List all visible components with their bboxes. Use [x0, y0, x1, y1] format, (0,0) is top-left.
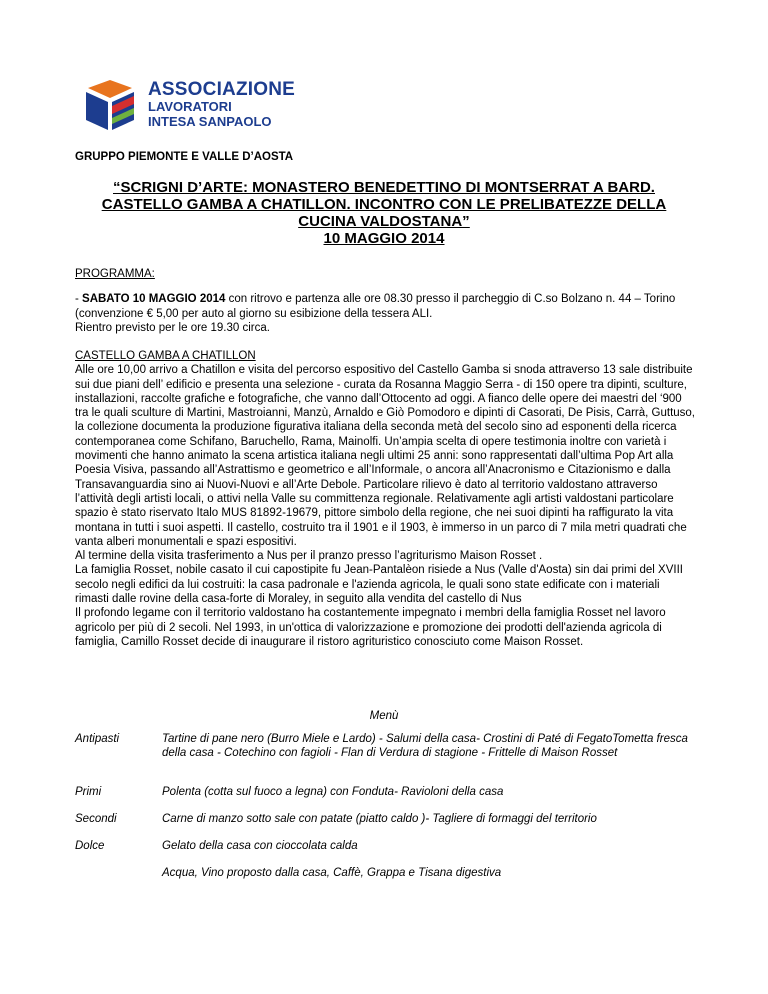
menu-label: Dolce: [75, 840, 105, 852]
programma-prefix: -: [75, 293, 83, 306]
menu-title: Menù: [369, 710, 399, 722]
logo-line1: ASSOCIAZIONE: [148, 79, 296, 100]
association-logo: [84, 80, 304, 132]
programma-section: [75, 267, 695, 335]
castello-section: [75, 349, 695, 649]
menu-text: Acqua, Vino proposto dalla casa, Caffè, Grappa e Tisana digestiva: [162, 867, 502, 879]
logo-mark-icon: [84, 80, 136, 132]
menu-text: Carne di manzo sotto sale con patate (piatto caldo )- Tagliere di formaggi del territorio: [162, 813, 597, 825]
castello-p1: Alle ore 10,00 arrivo a Chatillon e visita del percorso espositivo del Castello Gamba si snoda attraverso 13 sale distribuite sui due piani dell’ edificio e presenta una selezione - curata da Rosanna Maggio Serra - di 150 opere tra dipinti, sculture, installazioni, raccolte grafiche e fotografiche, che vanno dall’Ottocento ad oggi. A fianco delle opere dei maestri del ‘900 tra le quali sculture di Martini, Mastroianni, Manzù, Arnaldo e Giò Pomodoro e dipinti di Casorati, De Pisis, Carrà, Guttuso, la collezione documenta la produzione figurativa italiana della seconda metà del secolo sino ad esponenti della ricerca contemporanea come Schifano, Baruchello, Rama, Mainolfi. Un’ampia scelta di opere testimonia inoltre con varietà i movimenti che hanno animato la scena artistica italiana negli ultimi 25 anni: sono rappresentati dall’ultima Pop Art alla Poesia Visiva, passando all’Astrattismo e geometrico e all’Informale, o ancora all’Anacronismo e Citazionismo e dalla Transavanguardia sino ai Nuovi-Nuovi e all’Arte Debole. Particolare rilievo è dato al territorio valdostano attraverso l’attività degli artisti locali, o attivi nella Valle su committenza regionale. Relativamente agli artisti valdostani particolare spazio è stato riservato Italo MUS 81892-19679, pittore simbolo della regione, che nei suoi dipinti ha raffigurato la vita montana in tutti i suoi aspetti. Il castello, costruito tra il 1901 e il 1903, è immerso in un parco di 7 mila metri quadrati che vanta alberi monumentali e spazi espositivi.: [75, 364, 696, 548]
document-title: [60, 179, 708, 247]
programma-return: Rientro previsto per le ore 19.30 circa.: [75, 321, 270, 334]
castello-p2: Al termine della visita trasferimento a Nus per il pranzo presso l’agriturismo Maison Rosset .: [75, 550, 543, 563]
programma-text: [75, 292, 695, 321]
title-line1: “SCRIGNI D’ARTE: MONASTERO BENEDETTINO DI MONTSERRAT A BARD.: [113, 179, 655, 196]
title-line3: CUCINA VALDOSTANA”: [298, 213, 470, 230]
menu-text: Tartine di pane nero (Burro Miele e Lardo) - Salumi della casa- Crostini di Paté di FegatoTometta fresca della casa - Cotechino con fagioli - Flan di Verdura di stagione - Frittelle di Maison Rosset: [162, 733, 688, 760]
programma-heading: PROGRAMMA:: [75, 268, 155, 280]
logo-line3: INTESA SANPAOLO: [148, 114, 272, 129]
logo-line2: LAVORATORI: [148, 99, 232, 114]
castello-p4: Il profondo legame con il territorio valdostano ha costantemente impegnato i membri della famiglia Rosset nel lavoro agricolo per più di 2 secoli. Nel 1993, in un'ottica di valorizzazione e promozione dei prodotti dell'azienda agricola di famiglia, Camillo Rosset decide di inaugurare il ristoro agrituristico conosciuto come Maison Rosset.: [75, 607, 666, 648]
menu-text: Gelato della casa con cioccolata calda: [162, 840, 358, 852]
group-heading: GRUPPO PIEMONTE E VALLE D’AOSTA: [75, 151, 294, 163]
castello-p3: La famiglia Rosset, nobile casato il cui capostipite fu Jean-Pantalèon risiede a Nus (Valle d'Aosta) sin dai primi del XVIII secolo negli edifici da lui costruiti: la casa padronale e l'azienda agricola, le quali sono state edificate con i materiali rimasti dalle rovine della casa-forte di Moraley, in seguito alla vendita del castello di Nus: [75, 564, 683, 606]
title-line4: 10 MAGGIO 2014: [323, 230, 445, 247]
menu-text: Polenta (cotta sul fuoco a legna) con Fonduta- Ravioloni della casa: [162, 786, 504, 798]
castello-heading: CASTELLO GAMBA A CHATILLON: [75, 350, 256, 362]
menu-label: Secondi: [75, 813, 117, 825]
title-line2: CASTELLO GAMBA A CHATILLON. INCONTRO CON LE PRELIBATEZZE DELLA: [101, 196, 667, 213]
programma-text1: con ritrovo e partenza alle ore 08.30 presso il parcheggio di C.so Bolzano n. 44 – Torino (convenzione € 5,00 per auto al giorno su esibizione della tessera ALI.: [75, 293, 676, 320]
menu-label: Antipasti: [75, 733, 120, 745]
menu-label: Primi: [75, 786, 102, 798]
programma-date: SABATO 10 MAGGIO 2014: [82, 293, 226, 306]
